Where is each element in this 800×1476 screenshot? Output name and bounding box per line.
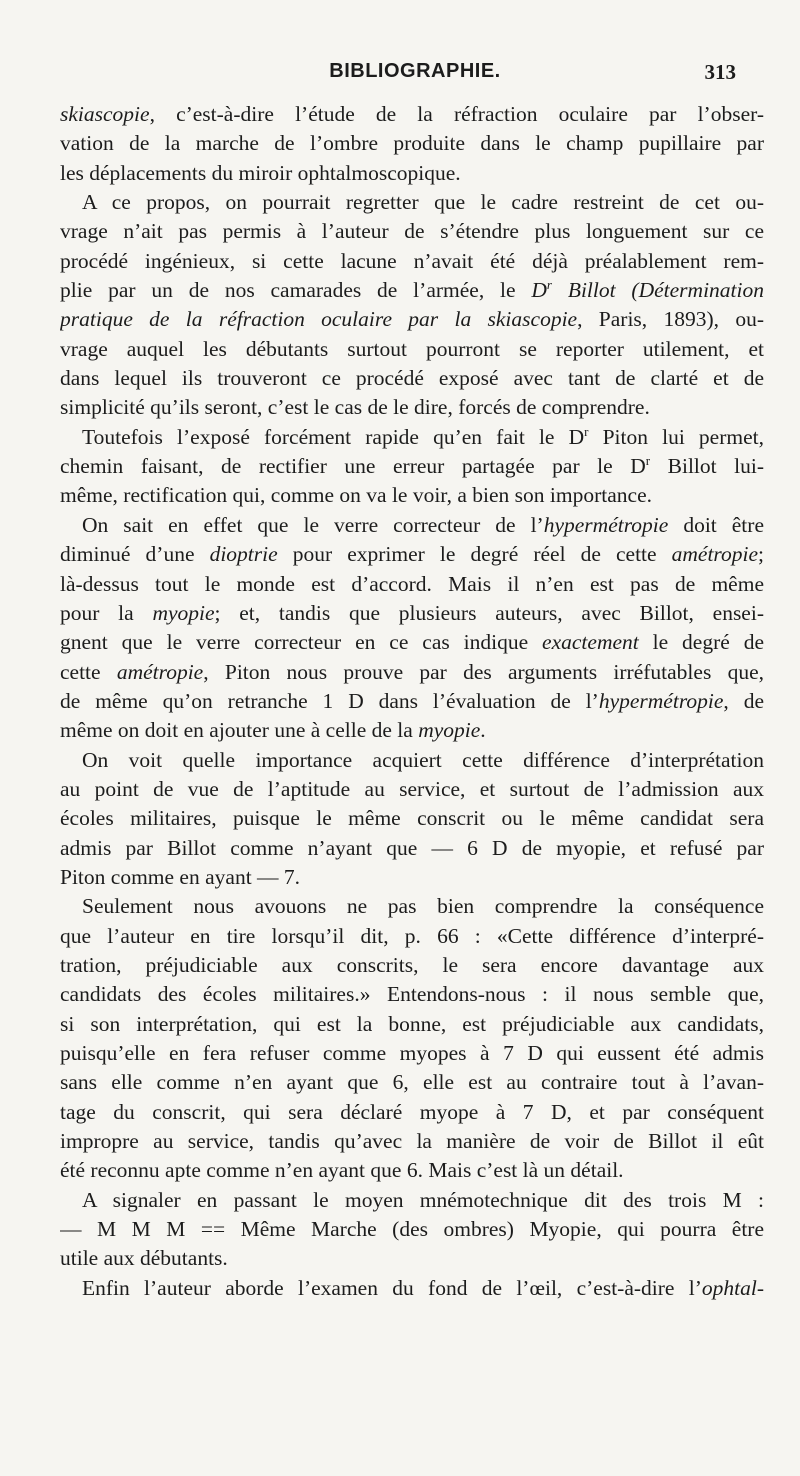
text-run: le degré de — [638, 630, 764, 655]
text-run: , c’est-à-dire l’étude de la réfraction oculaire par l’obser- — [149, 102, 764, 126]
italic-text: myopie — [152, 600, 215, 625]
text-run: les déplacements du miroir ophtalmoscopique. — [60, 160, 461, 185]
text-run: vrage n’ait pas permis à l’auteur de s’étendre plus longuement sur ce — [60, 219, 764, 244]
text-run: dans lequel ils trouveront ce procédé exposé avec tant de clarté et de — [60, 366, 764, 391]
text-line — [60, 746, 764, 775]
page-number: 313 — [704, 60, 736, 84]
text-line — [60, 1274, 764, 1303]
italic-text: dioptrie — [209, 542, 278, 567]
text-run: Seulement nous avouons ne pas bien comprendre la conséquence — [82, 894, 764, 919]
text-run: plie par un de nos camarades de l’armée, le — [60, 278, 532, 303]
text-run: Toutefois l’exposé forcément rapide qu’en fait le D — [82, 424, 585, 449]
text-line — [60, 393, 764, 422]
text-line — [60, 1127, 764, 1156]
text-run: puisqu’elle en fera refuser comme myopes à 7 D qui eussent été admis — [60, 1041, 764, 1065]
body-text — [60, 100, 764, 1303]
text-run: tage du conscrit, qui sera déclaré myope à 7 D, et par conséquent — [60, 1099, 764, 1124]
italic-text: skiascopie — [60, 102, 150, 126]
italic-text: exactement — [542, 630, 639, 655]
text-line — [60, 1068, 764, 1097]
text-line — [60, 1010, 764, 1039]
text-line — [60, 247, 764, 276]
text-line — [60, 775, 764, 804]
text-line — [60, 834, 764, 863]
text-line — [60, 892, 764, 921]
text-run: que l’auteur en tire lorsqu’il dit, p. 66 : «Cette différence d’interpré- — [60, 923, 764, 948]
italic-text: D — [531, 278, 547, 303]
text-run: écoles militaires, puisque le même conscrit ou le même candidat sera — [60, 806, 764, 831]
text-line — [60, 335, 764, 364]
text-run: — M M M == Même Marche (des ombres) Myopie, qui pourra être — [60, 1217, 764, 1242]
text-run: diminué d’une — [60, 542, 210, 567]
text-line — [60, 570, 764, 599]
text-run: vation de la marche de l’ombre produite dans le champ pupillaire par — [60, 131, 764, 156]
text-run: pour exprimer le degré réel de cette — [277, 542, 672, 567]
text-line — [60, 1098, 764, 1127]
text-line — [60, 1039, 764, 1068]
italic-text: pratique de la réfraction oculaire par la skiascopie — [60, 307, 578, 332]
text-run: sans elle comme n’en ayant que 6, elle est au contraire tout à l’avan- — [60, 1070, 764, 1095]
text-run: Piton lui permet, — [588, 424, 764, 449]
text-line — [60, 599, 764, 628]
text-line — [60, 129, 764, 158]
text-line — [60, 1186, 764, 1215]
text-run: , Piton nous prouve par des arguments irréfutables que, — [203, 659, 764, 684]
text-line — [60, 980, 764, 1009]
text-run: au point de vue de l’aptitude au service, et surtout de l’admission aux — [60, 776, 764, 801]
text-line — [60, 159, 764, 188]
text-line — [60, 1244, 764, 1273]
text-run: vrage auquel les débutants surtout pourront se reporter utilement, et — [60, 336, 764, 361]
text-run: pour la — [60, 600, 153, 625]
text-run: impropre au service, tandis qu’avec la manière de voir de Billot il eût — [60, 1129, 764, 1154]
text-run: là-dessus tout le monde est d’accord. Mais il n’en est pas de même — [60, 571, 764, 596]
italic-text: amétropie — [671, 542, 759, 567]
text-run: même, rectification qui, comme on va le voir, a bien son importance. — [60, 483, 652, 508]
text-run: gnent que le verre correcteur en ce cas indique — [60, 630, 543, 655]
text-line — [60, 481, 764, 510]
text-line — [60, 364, 764, 393]
text-run: A signaler en passant le moyen mnémotechnique dit des trois M : — [82, 1187, 764, 1212]
text-run: . — [480, 718, 486, 743]
text-run: Billot lui- — [650, 454, 764, 479]
text-line — [60, 628, 764, 657]
text-line — [60, 951, 764, 980]
italic-text: ophtal- — [701, 1275, 764, 1300]
text-run: On voit quelle importance acquiert cette différence d’interprétation — [82, 747, 764, 772]
text-line — [60, 423, 764, 452]
text-line — [60, 511, 764, 540]
running-title: BIBLIOGRAPHIE. — [329, 60, 501, 82]
text-run: simplicité qu’ils seront, c’est le cas de le dire, forcés de comprendre. — [60, 395, 650, 420]
text-run: si son interprétation, qui est la bonne, est préjudiciable aux candidats, — [60, 1011, 764, 1036]
text-run: On sait en effet que le verre correcteur de l’ — [82, 512, 544, 537]
text-run: été reconnu apte comme n’en ayant que 6. Mais c’est là un détail. — [60, 1158, 624, 1183]
text-run: A ce propos, on pourrait regretter que le cadre restreint de cet ou- — [82, 190, 764, 215]
text-run: utile aux débutants. — [60, 1246, 228, 1271]
text-line — [60, 1215, 764, 1244]
text-run: même on doit en ajouter une à celle de la — [60, 718, 419, 743]
text-line — [60, 804, 764, 833]
text-run: admis par Billot comme n’ayant que — 6 D de myopie, et refusé par — [60, 835, 764, 860]
italic-text: amétropie — [116, 659, 204, 684]
text-run: doit être — [668, 512, 764, 537]
italic-text: myopie — [418, 718, 481, 743]
text-run: procédé ingénieux, si cette lacune n’avait été déjà préalablement rem- — [60, 248, 764, 273]
text-line — [60, 100, 764, 129]
italic-text: hypermétropie — [598, 688, 724, 713]
page-header — [60, 58, 770, 88]
italic-text: Billot (Détermination — [551, 278, 764, 303]
text-line — [60, 540, 764, 569]
text-run: r — [645, 452, 651, 468]
text-run: , Paris, 1893), ou- — [577, 307, 764, 332]
text-run: ; — [758, 542, 764, 567]
text-line — [60, 305, 764, 334]
text-run: tration, préjudiciable aux conscrits, le sera encore davantage aux — [60, 952, 764, 977]
text-run: chemin faisant, de rectifier une erreur partagée par le D — [60, 454, 646, 479]
text-line — [60, 658, 764, 687]
text-line — [60, 276, 764, 305]
text-run: , de — [723, 688, 764, 713]
text-run: cette — [60, 659, 117, 684]
text-line — [60, 922, 764, 951]
text-run: Piton comme en ayant — 7. — [60, 864, 301, 889]
text-run: ; et, tandis que plusieurs auteurs, avec Billot, ensei- — [214, 600, 764, 625]
text-line — [60, 188, 764, 217]
text-line — [60, 863, 764, 892]
text-line — [60, 452, 764, 481]
text-line — [60, 217, 764, 246]
text-line — [60, 716, 764, 745]
text-run: r — [584, 423, 589, 439]
italic-text: r — [546, 276, 552, 292]
text-run: candidats des écoles militaires.» Entendons-nous : il nous semble que, — [60, 982, 764, 1007]
text-line — [60, 1156, 764, 1185]
text-run: de même qu’on retranche 1 D dans l’évaluation de l’ — [60, 688, 599, 713]
text-line — [60, 687, 764, 716]
text-run: Enfin l’auteur aborde l’examen du fond de l’œil, c’est-à-dire l’ — [82, 1275, 702, 1300]
italic-text: hypermétropie — [543, 512, 669, 537]
